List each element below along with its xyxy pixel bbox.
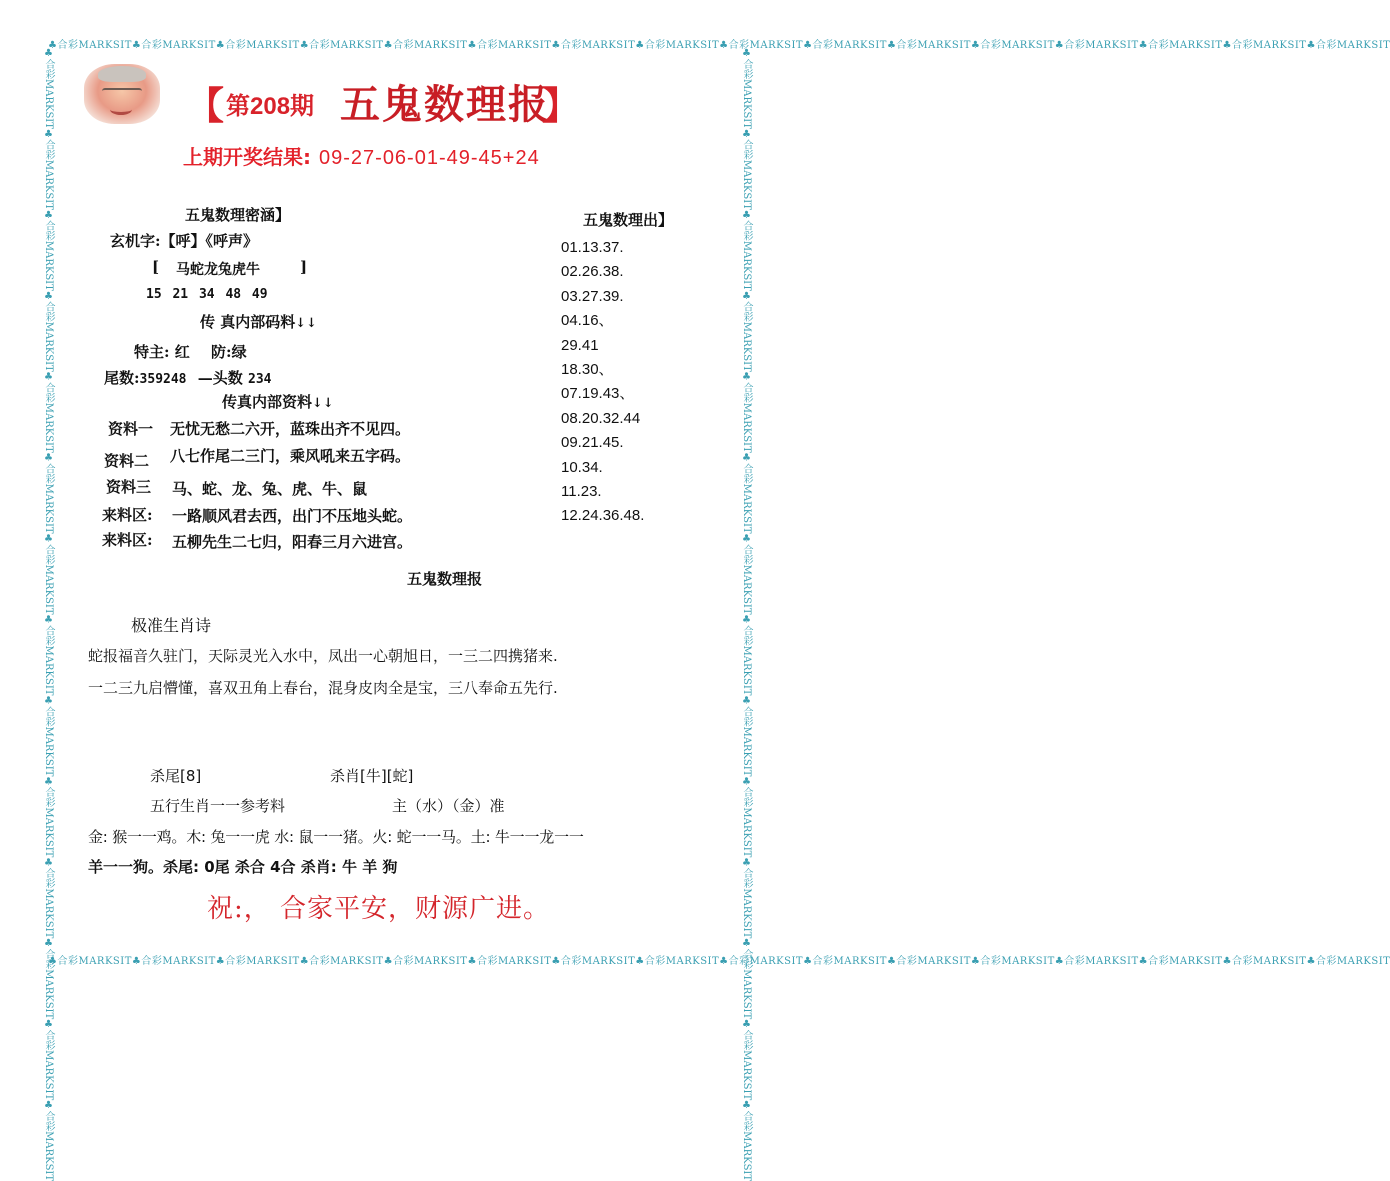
- number-group-item: 01.13.37.: [561, 239, 624, 256]
- fax-info-label: 传真内部资料: [222, 393, 313, 411]
- xuanji-line: [110, 230, 258, 251]
- poem-title: 极准生肖诗: [131, 616, 212, 635]
- lucky-numbers: 15 21 34 48 49: [146, 287, 268, 302]
- last-result: [183, 141, 540, 170]
- title-bracket-open: 【: [186, 84, 225, 128]
- fax-code-heading: [200, 311, 317, 332]
- fang-value: 绿: [231, 343, 247, 361]
- wuxing-label: 五行生肖一一参考料: [150, 797, 286, 815]
- material-text: 无忧无愁二六开，蓝珠出齐不见四。: [170, 420, 411, 438]
- tail-head-line: [104, 367, 271, 388]
- number-group-item: 02.26.38.: [561, 263, 624, 281]
- zodiac-list: 马蛇龙兔虎牛: [176, 262, 260, 278]
- down-arrow-icon: ↓↓: [295, 316, 318, 331]
- xuanji-value: 【呼】《呼声》: [160, 232, 259, 250]
- number-group-item: 10.34.: [561, 458, 603, 476]
- tail-value: 359248: [139, 372, 187, 387]
- number-group-item: 12.24.36.48.: [561, 507, 645, 525]
- fang-label: 防:: [211, 343, 232, 361]
- material-label: 来料区:: [102, 531, 153, 549]
- material-text: 八七作尾二三门，乘风吼来五字码。: [170, 447, 411, 465]
- kill-tail: 杀尾[8]: [150, 767, 202, 785]
- material-label: 资料二: [104, 452, 150, 470]
- summary-line: 羊一一狗。杀尾: 0尾 杀合 4合 杀肖: 牛 羊 狗: [88, 858, 398, 876]
- elements-line: 金: 猴一一鸡。木: 兔一一虎 水: 鼠一一猪。火: 蛇一一马。土: 牛一一龙一一: [88, 828, 584, 846]
- material-text: 马、蛇、龙、兔、虎、牛、鼠: [172, 480, 368, 498]
- xuanji-label: 玄机字:: [110, 232, 161, 250]
- te-label: 特主:: [134, 343, 170, 361]
- last-result-numbers: 09-27-06-01-49-45+24: [319, 147, 540, 169]
- issue-number: 第208期: [226, 93, 315, 120]
- section-title-secret: 五鬼数理密涵】: [185, 206, 291, 224]
- material-label: 资料三: [106, 478, 152, 496]
- zodiac-bracket-close: ]: [300, 258, 308, 276]
- head-label: —头数: [197, 369, 243, 387]
- zodiac-bracket-open: [: [152, 258, 160, 276]
- blessing: 祝:， 合家平安，财源广进。: [207, 894, 551, 924]
- footer-title: 五鬼数理报: [407, 570, 483, 588]
- fax-code-label: 传 真内部码料: [200, 313, 296, 331]
- te-fang-line: [134, 341, 247, 362]
- border-left: ♣合彩MARKSIT♣合彩MARKSIT♣合彩MARKSIT♣合彩MARKSIT♣合彩MARKSIT♣合彩MARKSIT♣合彩MARKSIT♣合彩MARKSIT♣合彩MARKSIT♣合彩MARKSIT♣合彩MARKSIT♣合彩MARKSIT♣合彩MARKSIT♣合彩MARKSIT: [43, 48, 54, 1181]
- last-result-label: 上期开奖结果:: [183, 145, 311, 169]
- border-bottom: ♣合彩MARKSIT♣合彩MARKSIT♣合彩MARKSIT♣合彩MARKSIT♣合彩MARKSIT♣合彩MARKSIT♣合彩MARKSIT♣合彩MARKSIT♣合彩MARKSIT♣合彩MARKSIT♣合彩MARKSIT♣合彩MARKSIT♣合彩MARKSIT♣合彩MARKSIT♣合彩MARKSIT♣合彩MARKSIT: [48, 956, 1390, 967]
- right-number-list: [561, 236, 644, 529]
- number-group-item: 18.30、: [561, 360, 614, 378]
- poem-line: 蛇报福音久驻门，天际灵光入水中，凤出一心朝旭日，一三二四携猪来.: [88, 647, 558, 665]
- head-value: 234: [248, 372, 272, 387]
- border-right: ♣合彩MARKSIT♣合彩MARKSIT♣合彩MARKSIT♣合彩MARKSIT♣合彩MARKSIT♣合彩MARKSIT♣合彩MARKSIT♣合彩MARKSIT♣合彩MARKSIT♣合彩MARKSIT♣合彩MARKSIT♣合彩MARKSIT♣合彩MARKSIT♣合彩MARKSIT: [741, 48, 752, 1181]
- number-group-item: 11.23.: [561, 482, 602, 500]
- number-group-item: 09.21.45.: [561, 434, 624, 452]
- border-top: ♣合彩MARKSIT♣合彩MARKSIT♣合彩MARKSIT♣合彩MARKSIT♣合彩MARKSIT♣合彩MARKSIT♣合彩MARKSIT♣合彩MARKSIT♣合彩MARKSIT♣合彩MARKSIT♣合彩MARKSIT♣合彩MARKSIT♣合彩MARKSIT♣合彩MARKSIT♣合彩MARKSIT♣合彩MARKSIT: [48, 40, 1390, 51]
- number-group-item: 29.41: [561, 336, 599, 354]
- number-group-item: 08.20.32.44: [561, 409, 641, 427]
- right-column-title: 五鬼数理出】: [583, 211, 674, 229]
- kill-zodiac: 杀肖[牛][蛇]: [330, 767, 414, 785]
- number-group-item: 03.27.39.: [561, 287, 624, 305]
- avatar-photo: [84, 64, 160, 124]
- material-label: 资料一: [108, 420, 154, 438]
- page-title: 五鬼数理报: [340, 81, 550, 128]
- fax-info-heading: [222, 391, 334, 412]
- number-group-item: 07.19.43、: [561, 385, 635, 403]
- te-value: 红: [174, 343, 190, 361]
- poem-line: 一二三九启懵懂，喜双丑角上春台，混身皮肉全是宝，三八奉命五先行.: [88, 679, 558, 697]
- material-label: 来料区:: [102, 506, 153, 524]
- material-text: 一路顺风君去西，出门不压地头蛇。: [172, 507, 413, 525]
- wuxing-main: 主（水）（金）准: [392, 797, 505, 815]
- number-group-item: 04.16、: [561, 312, 614, 330]
- down-arrow-icon: ↓↓: [312, 396, 334, 411]
- material-text: 五柳先生二七归，阳春三月六进宫。: [172, 533, 413, 551]
- tail-label: 尾数:: [104, 369, 140, 387]
- title-bracket-close: 】: [542, 84, 581, 128]
